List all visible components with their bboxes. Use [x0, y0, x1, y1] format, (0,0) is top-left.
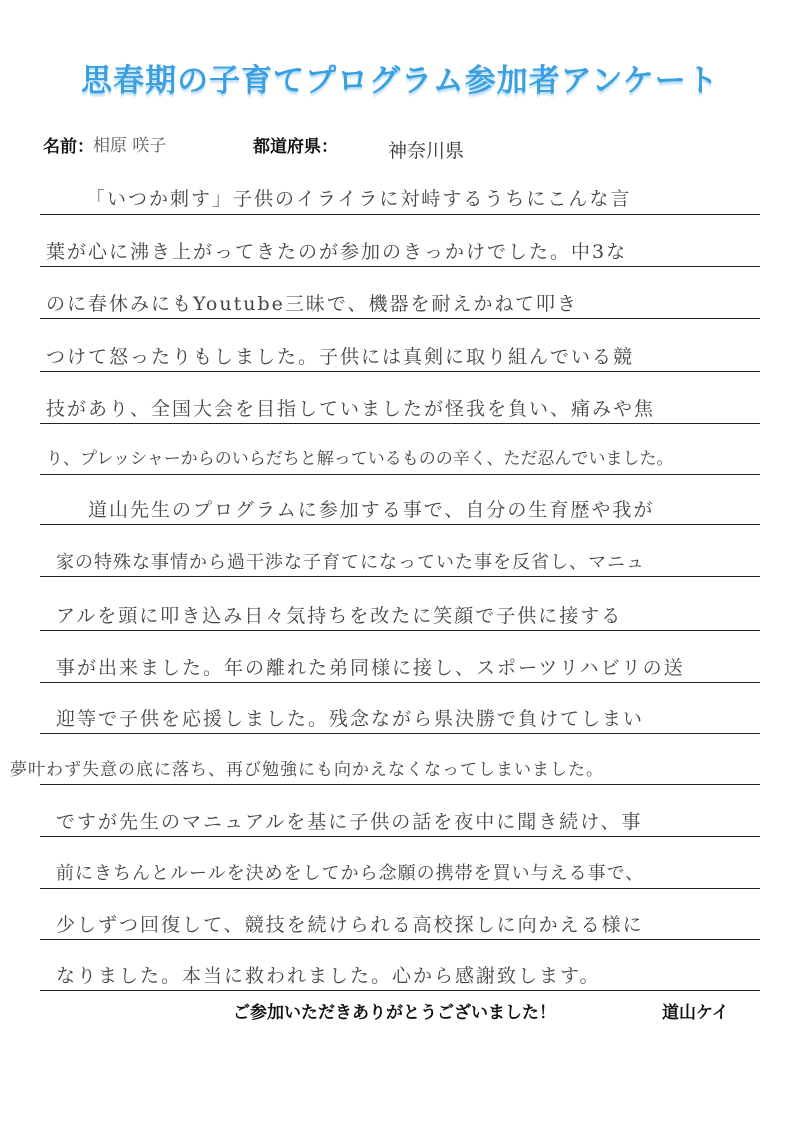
handwritten-line: つけて怒ったりもしました。子供には真剣に取り組んでいる競 [46, 346, 635, 368]
handwritten-line: 夢叶わず失意の底に落ち、再び勉強にも向かえなくなってしまいました。 [10, 760, 604, 780]
handwritten-line: なりました。本当に救われました。心から感謝致します。 [56, 965, 601, 987]
handwritten-line: ですが先生のマニュアルを基に子供の話を夜中に聞き続け、事 [56, 811, 643, 833]
handwritten-line: のに春休みにもYoutube三昧で、機器を耐えかねて叩き [46, 293, 578, 315]
ruled-line [40, 423, 760, 424]
ruled-line [40, 524, 760, 525]
ruled-line [40, 630, 760, 631]
ruled-line [40, 474, 760, 475]
handwritten-line: 少しずつ回復して、競技を続けられる高校探しに向かえる様に [56, 914, 644, 936]
ruled-line [40, 784, 760, 785]
ruled-line [40, 888, 760, 889]
signature: 道山ケイ [662, 1003, 729, 1023]
ruled-line [40, 266, 760, 267]
handwritten-line: 前にきちんとルールを決めをしてから念願の携帯を買い与える事で、 [56, 863, 645, 884]
handwritten-line: アルを頭に叩き込み日々気持ちを改たに笑顔で子供に接する [56, 605, 623, 627]
name-value: 相原 咲子 [93, 136, 167, 156]
name-label: 名前： [43, 137, 94, 157]
ruled-line [40, 682, 760, 683]
handwritten-line: 事が出来ました。年の離れた弟同様に接し、スポーツリハビリの送 [56, 657, 685, 679]
ruled-line [40, 214, 760, 215]
ruled-line [40, 990, 760, 991]
handwritten-line: 「いつか刺す」子供のイライラに対峙するうちにこんな言 [86, 188, 632, 210]
survey-title: 思春期の子育てプログラム参加者アンケート [81, 63, 719, 99]
handwritten-line: 道山先生のプログラムに参加する事で、自分の生育歴や我が [88, 499, 655, 521]
prefecture-value: 神奈川県 [388, 140, 465, 162]
ruled-line [40, 939, 760, 940]
prefecture-label: 都道府県： [253, 137, 338, 157]
handwritten-line: 技があり、全国大会を目指していましたが怪我を負い、痛みや焦 [46, 398, 656, 420]
handwritten-line: 葉が心に沸き上がってきたのが参加のきっかけでした。中3な [46, 241, 628, 263]
handwritten-line: 迎等で子供を応援しました。残念ながら県決勝で負けてしまい [56, 708, 645, 730]
ruled-line [40, 836, 760, 837]
thanks-message: ご参加いただきありがとうございました！ [233, 1003, 556, 1023]
handwritten-line: 家の特殊な事情から過干渉な子育てになっていた事を反省し、マニュ [56, 552, 645, 573]
ruled-line [40, 733, 760, 734]
ruled-line [40, 576, 760, 577]
handwritten-line: り、プレッシャーからのいらだちと解っているものの辛く、ただ忍んでいました。 [46, 449, 674, 469]
ruled-line [40, 318, 760, 319]
ruled-line [40, 371, 760, 372]
